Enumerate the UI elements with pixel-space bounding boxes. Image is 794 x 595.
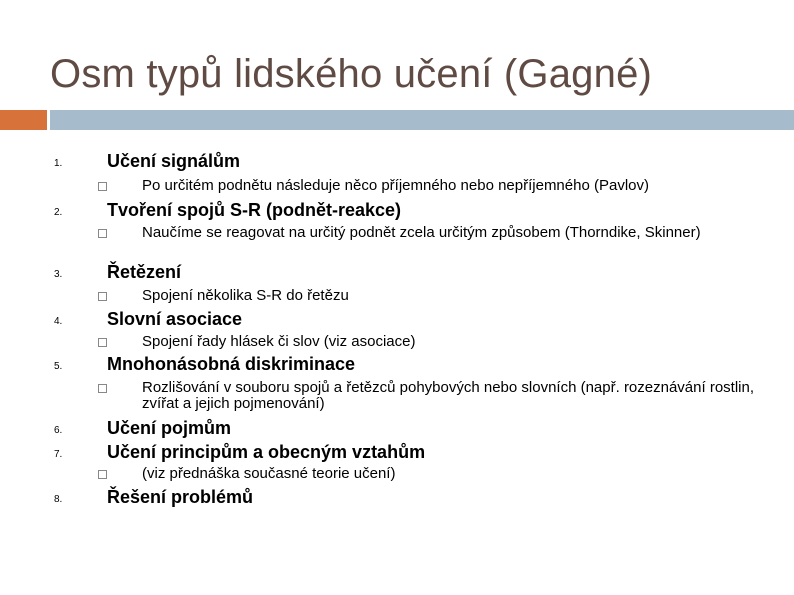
item-number: 3. [54, 269, 63, 280]
sub-item: Po určitém podnětu následuje něco příjemného nebo nepříjemného (Pavlov) [142, 177, 649, 194]
checkbox-bullet-icon [98, 384, 107, 393]
list-item: Učení principům a obecným vztahům [107, 442, 426, 462]
checkbox-bullet-icon [98, 292, 107, 301]
list-item: Učení pojmům [107, 418, 232, 438]
item-number: 4. [54, 316, 63, 327]
item-number: 6. [54, 425, 63, 436]
sub-item: (viz přednáška současné teorie učení) [142, 465, 396, 482]
sub-item: Spojení řady hlásek či slov (viz asociace) [142, 333, 416, 350]
checkbox-bullet-icon [98, 229, 107, 238]
list-item: Tvoření spojů S-R (podnět-reakce) [107, 200, 402, 220]
list-item: Řešení problémů [107, 487, 254, 507]
checkbox-bullet-icon [98, 182, 107, 191]
item-number: 1. [54, 158, 63, 169]
item-number: 5. [54, 361, 63, 372]
sub-item: Spojení několika S-R do řetězu [142, 287, 349, 304]
item-number: 2. [54, 207, 63, 218]
list-item: Učení signálům [107, 151, 241, 171]
item-number: 8. [54, 494, 63, 505]
list-item: Slovní asociace [107, 309, 243, 329]
sub-item: Naučíme se reagovat na určitý podnět zcela určitým způsobem (Thorndike, Skinner) [142, 224, 701, 241]
item-number: 7. [54, 449, 63, 460]
title-underline-bar [50, 110, 794, 130]
checkbox-bullet-icon [98, 338, 107, 347]
checkbox-bullet-icon [98, 470, 107, 479]
list-item: Mnohonásobná diskriminace [107, 354, 356, 374]
page-title: Osm typů lidského učení (Gagné) [50, 52, 653, 96]
sub-item: Rozlišování v souboru spojů a řetězců pohybových nebo slovních (např. rozeznávání rostlin, zvířat a jejich pojmenování) [142, 379, 755, 412]
list-item: Řetězení [107, 262, 182, 282]
title-accent-bar [0, 110, 47, 130]
